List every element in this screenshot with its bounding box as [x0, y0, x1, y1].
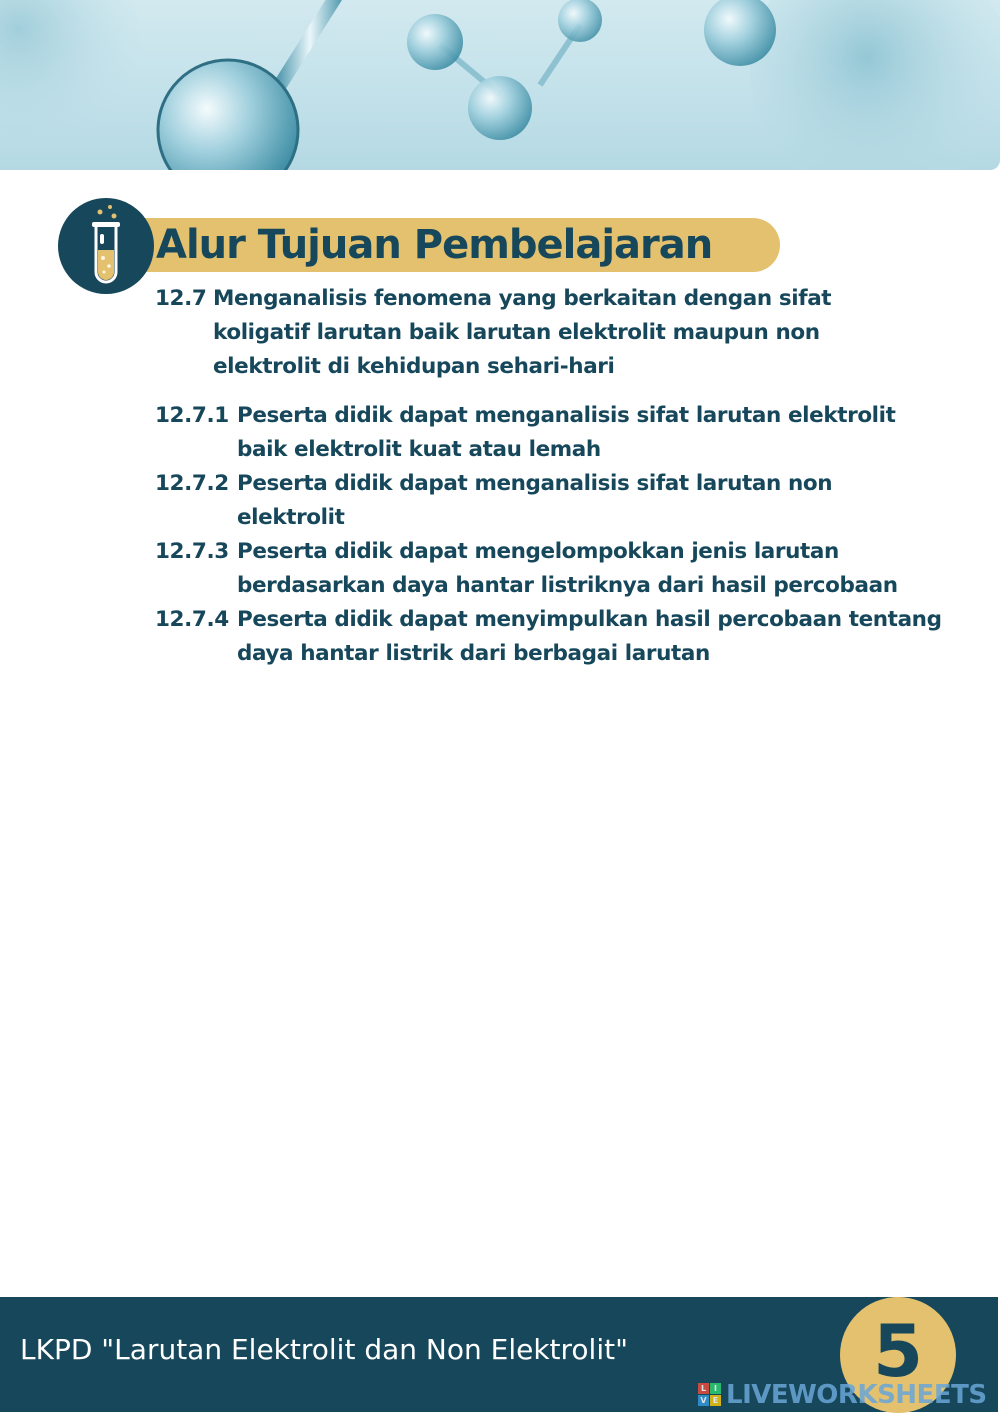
sub-goal-text: Peserta didik dapat menyimpulkan hasil percobaan tentang daya hantar listrik dari berbagai larutan [237, 607, 942, 666]
sub-goal-number: 12.7.4 [155, 607, 229, 632]
sub-goal-number: 12.7.1 [155, 403, 229, 428]
liveworksheets-watermark [698, 1380, 987, 1410]
page-number: 5 [872, 1309, 924, 1393]
main-goal-text: Menganalisis fenomena yang berkaitan dengan sifat koligatif larutan baik larutan elektrolit maupun non elektrolit di kehidupan sehari-hari [213, 286, 832, 379]
sub-goal-text: Peserta didik dapat mengelompokkan jenis larutan berdasarkan daya hantar listriknya dari hasil percobaan [237, 539, 898, 598]
sub-goal-number: 12.7.3 [155, 539, 229, 564]
test-tube-icon [58, 198, 154, 294]
molecule-banner-image [0, 0, 1000, 170]
main-goal-number: 12.7 [155, 286, 207, 311]
watermark-text: LIVEWORKSHEETS [726, 1380, 987, 1410]
sub-goal-list [155, 399, 945, 671]
sub-goal-text: Peserta didik dapat menganalisis sifat larutan non elektrolit [237, 471, 833, 530]
liveworksheets-logo-icon: L I V E [698, 1383, 722, 1407]
sub-goal-number: 12.7.2 [155, 471, 229, 496]
list-item [155, 603, 945, 671]
page-title: Alur Tujuan Pembelajaran [156, 222, 713, 268]
footer-title: LKPD "Larutan Elektrolit dan Non Elektrolit" [20, 1333, 628, 1366]
list-item [155, 535, 945, 603]
main-goal [155, 282, 915, 384]
list-item [155, 467, 945, 535]
sub-goal-text: Peserta didik dapat menganalisis sifat larutan elektrolit baik elektrolit kuat atau lemah [237, 403, 896, 462]
list-item [155, 399, 945, 467]
